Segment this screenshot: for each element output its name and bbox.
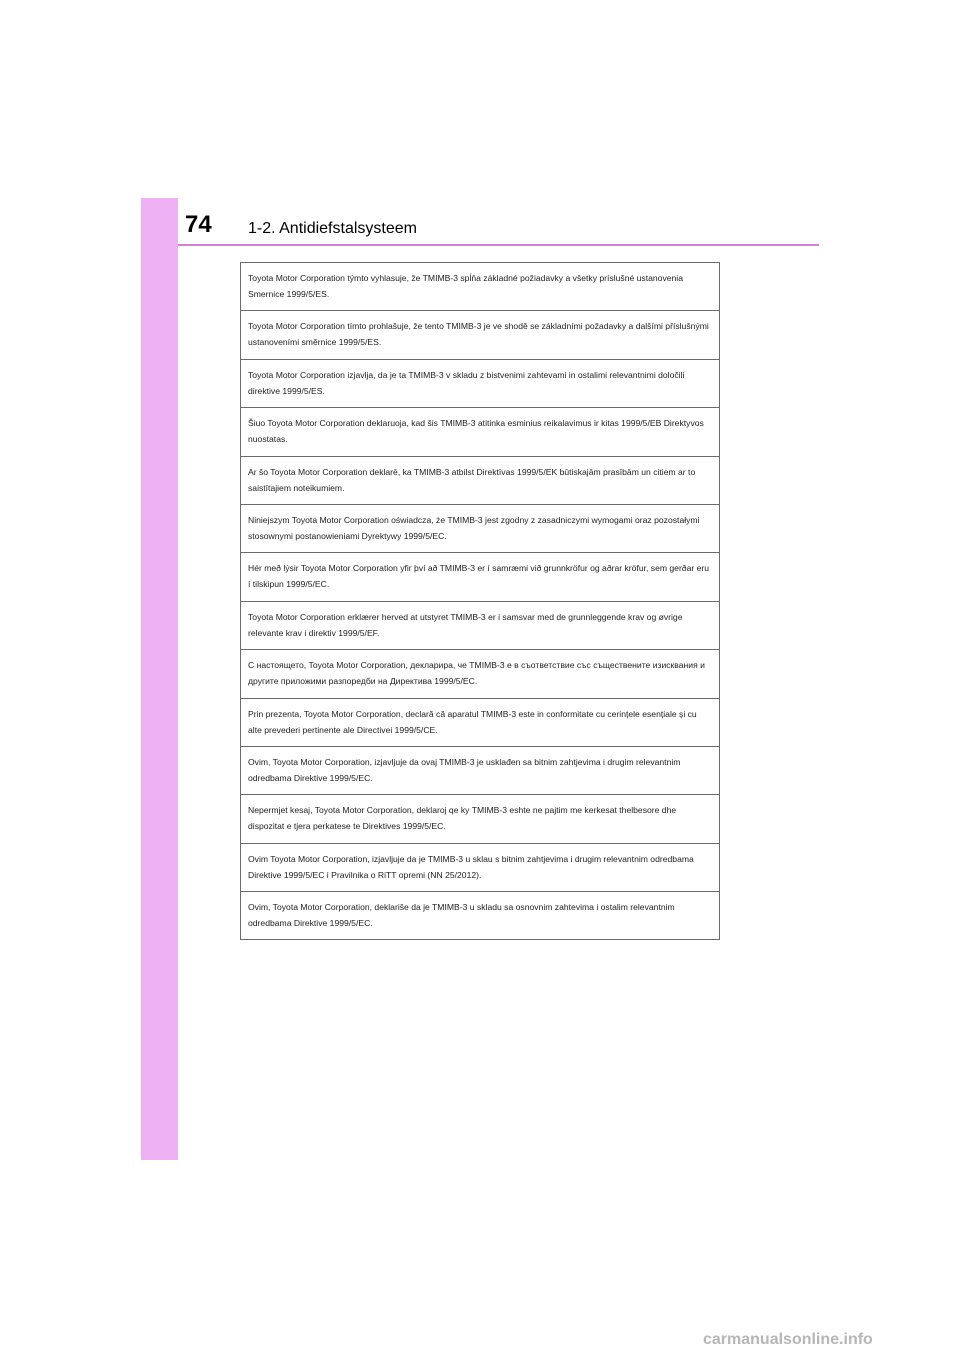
declaration-row-albanian: Nepermjet kesaj, Toyota Motor Corporation, deklaroj qe ky TMIMB-3 eshte ne pajtim me kerkesat thelbesore dhe dispozitat e tjera perkatese te Direktives 1999/5/EC. (241, 795, 719, 843)
site-watermark: carmanualsonline.info (703, 1331, 873, 1348)
declaration-row-latvian: Ar šo Toyota Motor Corporation deklarē, ka TMIMB-3 atbilst Direktīvas 1999/5/EK būtiskajām prasībām un citiem ar to saistītajiem noteikumiem. (241, 457, 719, 505)
declaration-row-norwegian: Toyota Motor Corporation erklærer herved at utstyret TMIMB-3 er i samsvar med de grunnleggende krav og øvrige relevante krav i direktiv 1999/5/EF. (241, 602, 719, 650)
declaration-row-serbian: Ovim, Toyota Motor Corporation, deklariše da je TMIMB-3 u skladu sa osnovnim zahtevima i ostalim relevantnim odredbama Direktive 1999/5/EC. (248, 902, 675, 929)
header-divider (178, 244, 819, 246)
declaration-row-slovenian: Toyota Motor Corporation izjavlja, da je ta TMIMB-3 v skladu z bistvenimi zahtevami in ostalimi relevantnimi določili direktive 1999/5/ES. (241, 360, 719, 408)
declaration-row-czech: Toyota Motor Corporation tímto prohlašuje, že tento TMIMB-3 je ve shodě se základními požadavky a dalšími příslušnými ustanoveními směrnice 1999/5/ES. (241, 311, 719, 359)
declaration-row-bulgarian: С настоящето, Toyota Motor Corporation, декларира, че TMIMB-3 е в съответствие със съществените изисквания и другите приложими разпоредби на Директива 1999/5/ЕС. (241, 650, 719, 698)
declaration-row-croatian: Ovim Toyota Motor Corporation, izjavljuje da je TMIMB-3 u sklau s bitnim zahtjevima i drugim relevantnim odredbama Direktive 1999/5/EC i Pravilnika o RiTT opremi (NN 25/2012). (241, 844, 719, 892)
declaration-row-polish: Niniejszym Toyota Motor Corporation oświadcza, że TMIMB-3 jest zgodny z zasadniczymi wymogami oraz pozostałymi stosownymi postanowieniami Dyrektywy 1999/5/EC. (241, 505, 719, 553)
page-number: 74 (185, 211, 212, 238)
declaration-row-lithuanian: Šiuo Toyota Motor Corporation deklaruoja, kad šis TMIMB-3 atitinka esminius reikalavimus ir kitas 1999/5/EB Direktyvos nuostatas. (241, 408, 719, 456)
page-number-band (141, 198, 178, 244)
conformity-declarations-table (240, 262, 720, 940)
chapter-side-band (141, 198, 178, 1160)
declaration-row-bosnian: Ovim, Toyota Motor Corporation, izjavljuje da ovaj TMIMB-3 je usklađen sa bitnim zahtjevima i drugim relevantnim odredbama Direktive 1999/5/EC. (241, 747, 719, 795)
section-title: 1-2. Antidiefstalsysteem (248, 220, 417, 237)
declaration-row-romanian: Prin prezenta, Toyota Motor Corporation, declară că aparatul TMIMB-3 este in conformitate cu cerințele esențiale și cu alte prevederi pertinente ale Directivei 1999/5/CE. (241, 699, 719, 747)
declaration-row-icelandic: Hér með lýsir Toyota Motor Corporation yfir því að TMIMB-3 er í samræmi við grunnkröfur og aðrar kröfur, sem gerðar eru í tilskipun 1999/5/EC. (241, 553, 719, 601)
declaration-row-slovak: Toyota Motor Corporation týmto vyhlasuje, že TMIMB-3 spĺňa základné požiadavky a všetky príslušné ustanovenia Smernice 1999/5/ES. (241, 263, 719, 311)
